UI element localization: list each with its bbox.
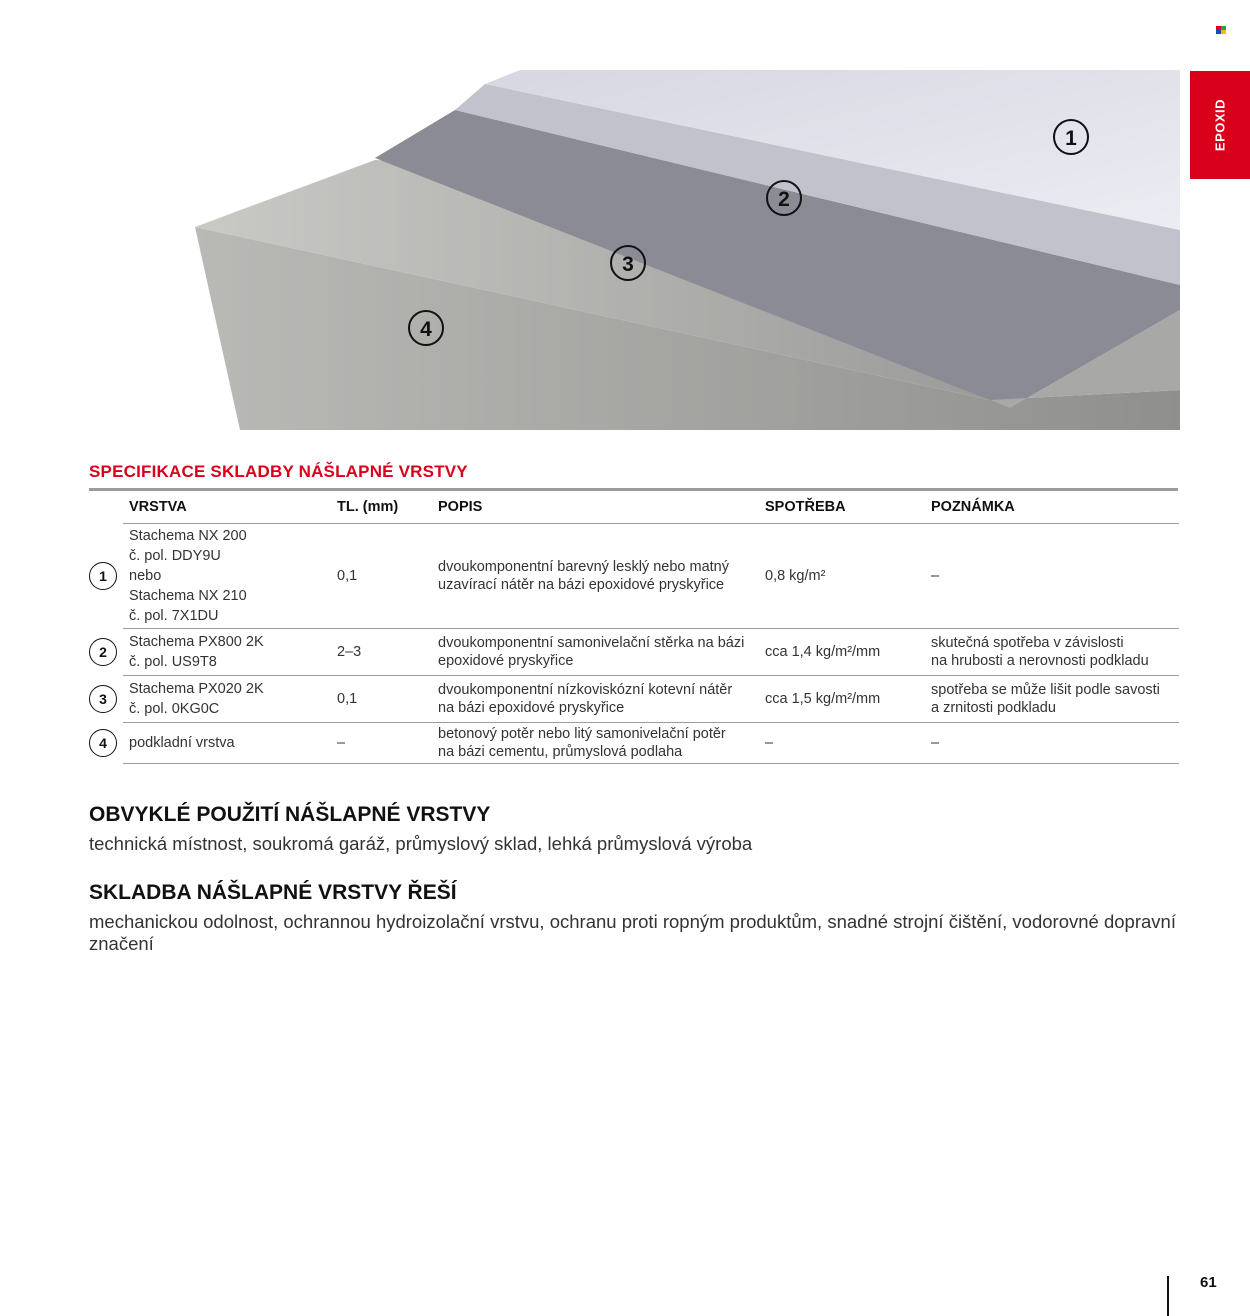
cell-description: dvoukomponentní samonivelační stěrka na bázi epoxidové pryskyřice xyxy=(432,629,759,676)
header-thickness: TL. (mm) xyxy=(331,491,432,524)
page-number-rule xyxy=(1167,1276,1169,1316)
header-number xyxy=(89,491,123,524)
header-consumption: SPOTŘEBA xyxy=(759,491,925,524)
table-header-row xyxy=(89,491,1179,524)
page-number: 61 xyxy=(1200,1274,1217,1291)
spec-table xyxy=(89,491,1179,764)
cell-note: skutečná spotřeba v závislosti na hrubosti a nerovnosti podkladu xyxy=(925,629,1179,676)
row-number-badge: 3 xyxy=(89,685,117,713)
section-tab-epoxid[interactable] xyxy=(1190,71,1250,179)
table-row xyxy=(89,629,1179,676)
cell-note: spotřeba se může lišit podle savosti a zrnitosti podkladu xyxy=(925,676,1179,723)
solves-text: mechanickou odolnost, ochrannou hydroizolační vrstvu, ochranu proti ropným produktům, snadné strojní čištění, vodorovné dopravní značení xyxy=(89,911,1176,954)
cell-description: dvoukomponentní barevný lesklý nebo matný uzavírací nátěr na bázi epoxidové pryskyřice xyxy=(432,524,759,629)
section-title: SPECIFIKACE SKLADBY NÁŠLAPNÉ VRSTVY xyxy=(89,462,468,481)
floor-layers-illustration xyxy=(190,70,1180,430)
table-row xyxy=(89,524,1179,629)
row-number-badge: 4 xyxy=(89,729,117,757)
cell-material: Stachema NX 200 č. pol. DDY9U nebo Stachema NX 210 č. pol. 7X1DU xyxy=(123,524,331,629)
table-row xyxy=(89,676,1179,723)
svg-text:4: 4 xyxy=(420,318,432,341)
cell-material: podkladní vrstva xyxy=(123,723,331,764)
header-layer: VRSTVA xyxy=(123,491,331,524)
cell-thickness: – xyxy=(331,723,432,764)
svg-text:2: 2 xyxy=(778,188,790,211)
brand-logo-icon xyxy=(1216,26,1226,34)
cell-material: Stachema PX020 2K č. pol. 0KG0C xyxy=(123,676,331,723)
cell-thickness: 0,1 xyxy=(331,524,432,629)
cell-thickness: 0,1 xyxy=(331,676,432,723)
cell-consumption: cca 1,5 kg/m²/mm xyxy=(759,676,925,723)
row-number-badge: 2 xyxy=(89,638,117,666)
cell-description: dvoukomponentní nízkoviskózní kotevní nátěr na bázi epoxidové pryskyřice xyxy=(432,676,759,723)
usage-text: technická místnost, soukromá garáž, průmyslový sklad, lehká průmyslová výroba xyxy=(89,833,753,854)
section-tab-label: EPOXID xyxy=(1212,98,1228,152)
cell-material: Stachema PX800 2K č. pol. US9T8 xyxy=(123,629,331,676)
table-row xyxy=(89,723,1179,764)
usage-heading: OBVYKLÉ POUŽITÍ NÁŠLAPNÉ VRSTVY xyxy=(89,803,491,826)
header-note: POZNÁMKA xyxy=(925,491,1179,524)
cell-note: – xyxy=(925,524,1179,629)
svg-text:1: 1 xyxy=(1065,127,1077,150)
cell-description: betonový potěr nebo litý samonivelační potěr na bázi cementu, průmyslová podlaha xyxy=(432,723,759,764)
cell-thickness: 2–3 xyxy=(331,629,432,676)
cell-consumption: cca 1,4 kg/m²/mm xyxy=(759,629,925,676)
cell-note: – xyxy=(925,723,1179,764)
cell-consumption: – xyxy=(759,723,925,764)
row-number-badge: 1 xyxy=(89,562,117,590)
header-description: POPIS xyxy=(432,491,759,524)
svg-text:3: 3 xyxy=(622,253,634,276)
cell-consumption: 0,8 kg/m² xyxy=(759,524,925,629)
solves-heading: SKLADBA NÁŠLAPNÉ VRSTVY ŘEŠÍ xyxy=(89,881,457,904)
